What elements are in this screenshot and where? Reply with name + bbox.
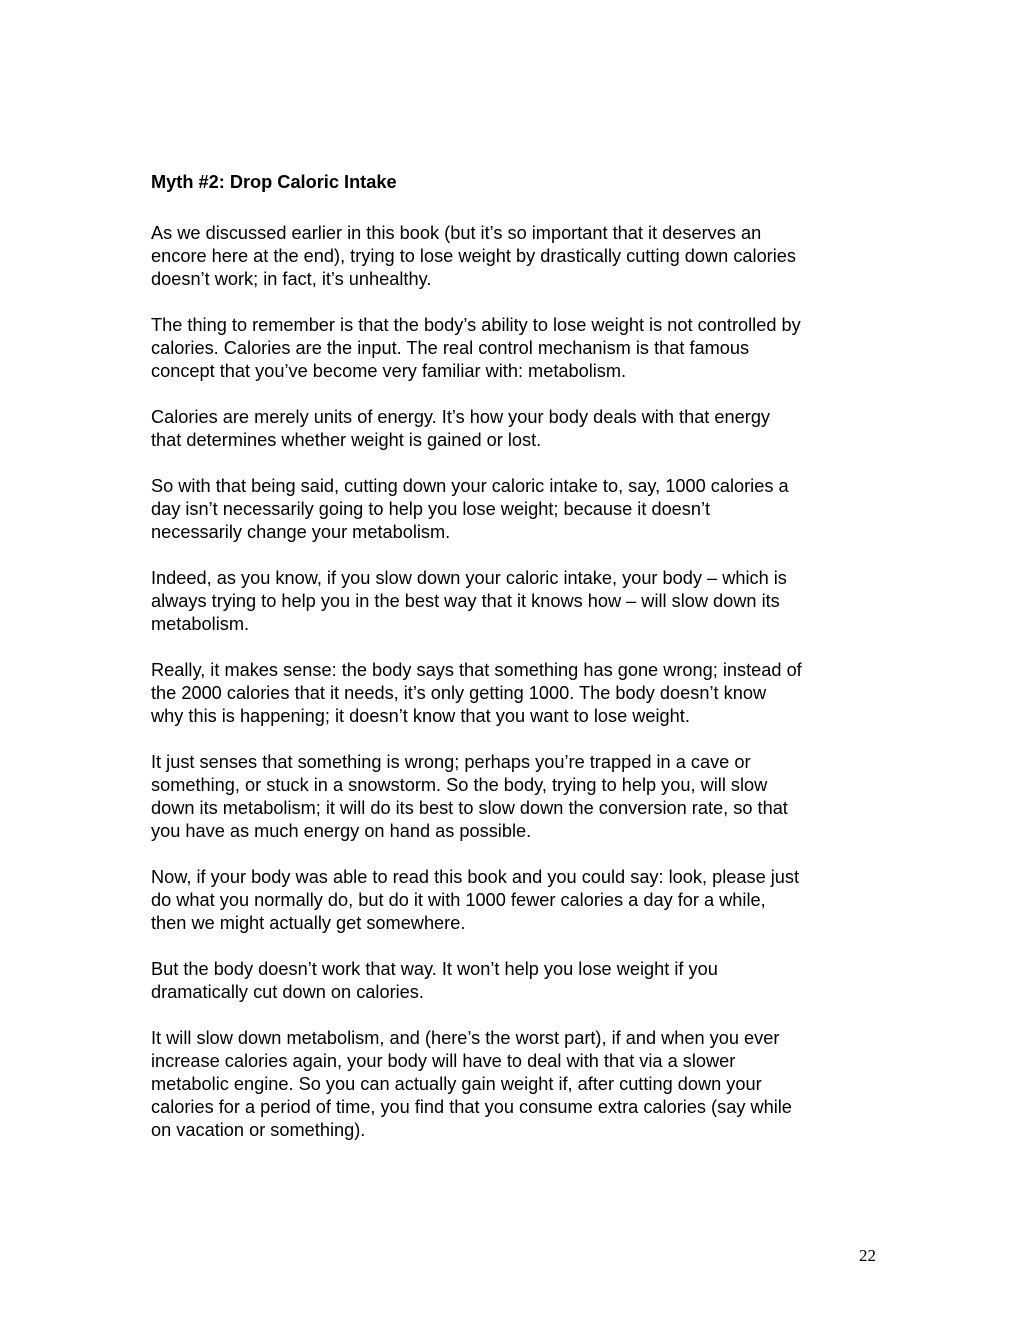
paragraph-2: The thing to remember is that the body’s ability to lose weight is not controlled by calories. Calories are the input. The real control mechanism is that famous concept that you’ve become very familiar with: metabolism. <box>151 315 801 381</box>
paragraph-7: It just senses that something is wrong; perhaps you’re trapped in a cave or something, or stuck in a snowstorm. So the body, trying to help you, will slow down its metabolism; it will do its best to slow down the conversion rate, so that you have as much energy on hand as possible. <box>151 752 788 841</box>
paragraph-5: Indeed, as you know, if you slow down your caloric intake, your body – which is always trying to help you in the best way that it knows how – will slow down its metabolism. <box>151 568 787 634</box>
paragraph-8: Now, if your body was able to read this book and you could say: look, please just do what you normally do, but do it with 1000 fewer calories a day for a while, then we might actually get somewhere. <box>151 867 800 933</box>
section-heading: Myth #2: Drop Caloric Intake <box>151 172 397 192</box>
paragraph-10: It will slow down metabolism, and (here’s the worst part), if and when you ever increase calories again, your body will have to deal with that via a slower metabolic engine. So you can actually gain weight if, after cutting down your calories for a period of time, you find that you consume extra calories (say while on vacation or something). <box>151 1028 792 1140</box>
paragraph-4: So with that being said, cutting down your caloric intake to, say, 1000 calories a day isn’t necessarily going to help you lose weight; because it doesn’t necessarily change your metabolism. <box>151 476 789 542</box>
page-number: 22 <box>859 1246 876 1265</box>
page-body <box>151 171 881 1165</box>
paragraph-9: But the body doesn’t work that way. It won’t help you lose weight if you dramatically cut down on calories. <box>151 959 718 1002</box>
paragraph-6: Really, it makes sense: the body says that something has gone wrong; instead of the 2000 calories that it needs, it’s only getting 1000. The body doesn’t know why this is happening; it doesn’t know that you want to lose weight. <box>151 660 802 726</box>
paragraph-3: Calories are merely units of energy. It’s how your body deals with that energy that determines whether weight is gained or lost. <box>151 407 771 450</box>
paragraph-1: As we discussed earlier in this book (but it’s so important that it deserves an encore here at the end), trying to lose weight by drastically cutting down calories doesn’t work; in fact, it’s unhealthy. <box>151 223 796 289</box>
